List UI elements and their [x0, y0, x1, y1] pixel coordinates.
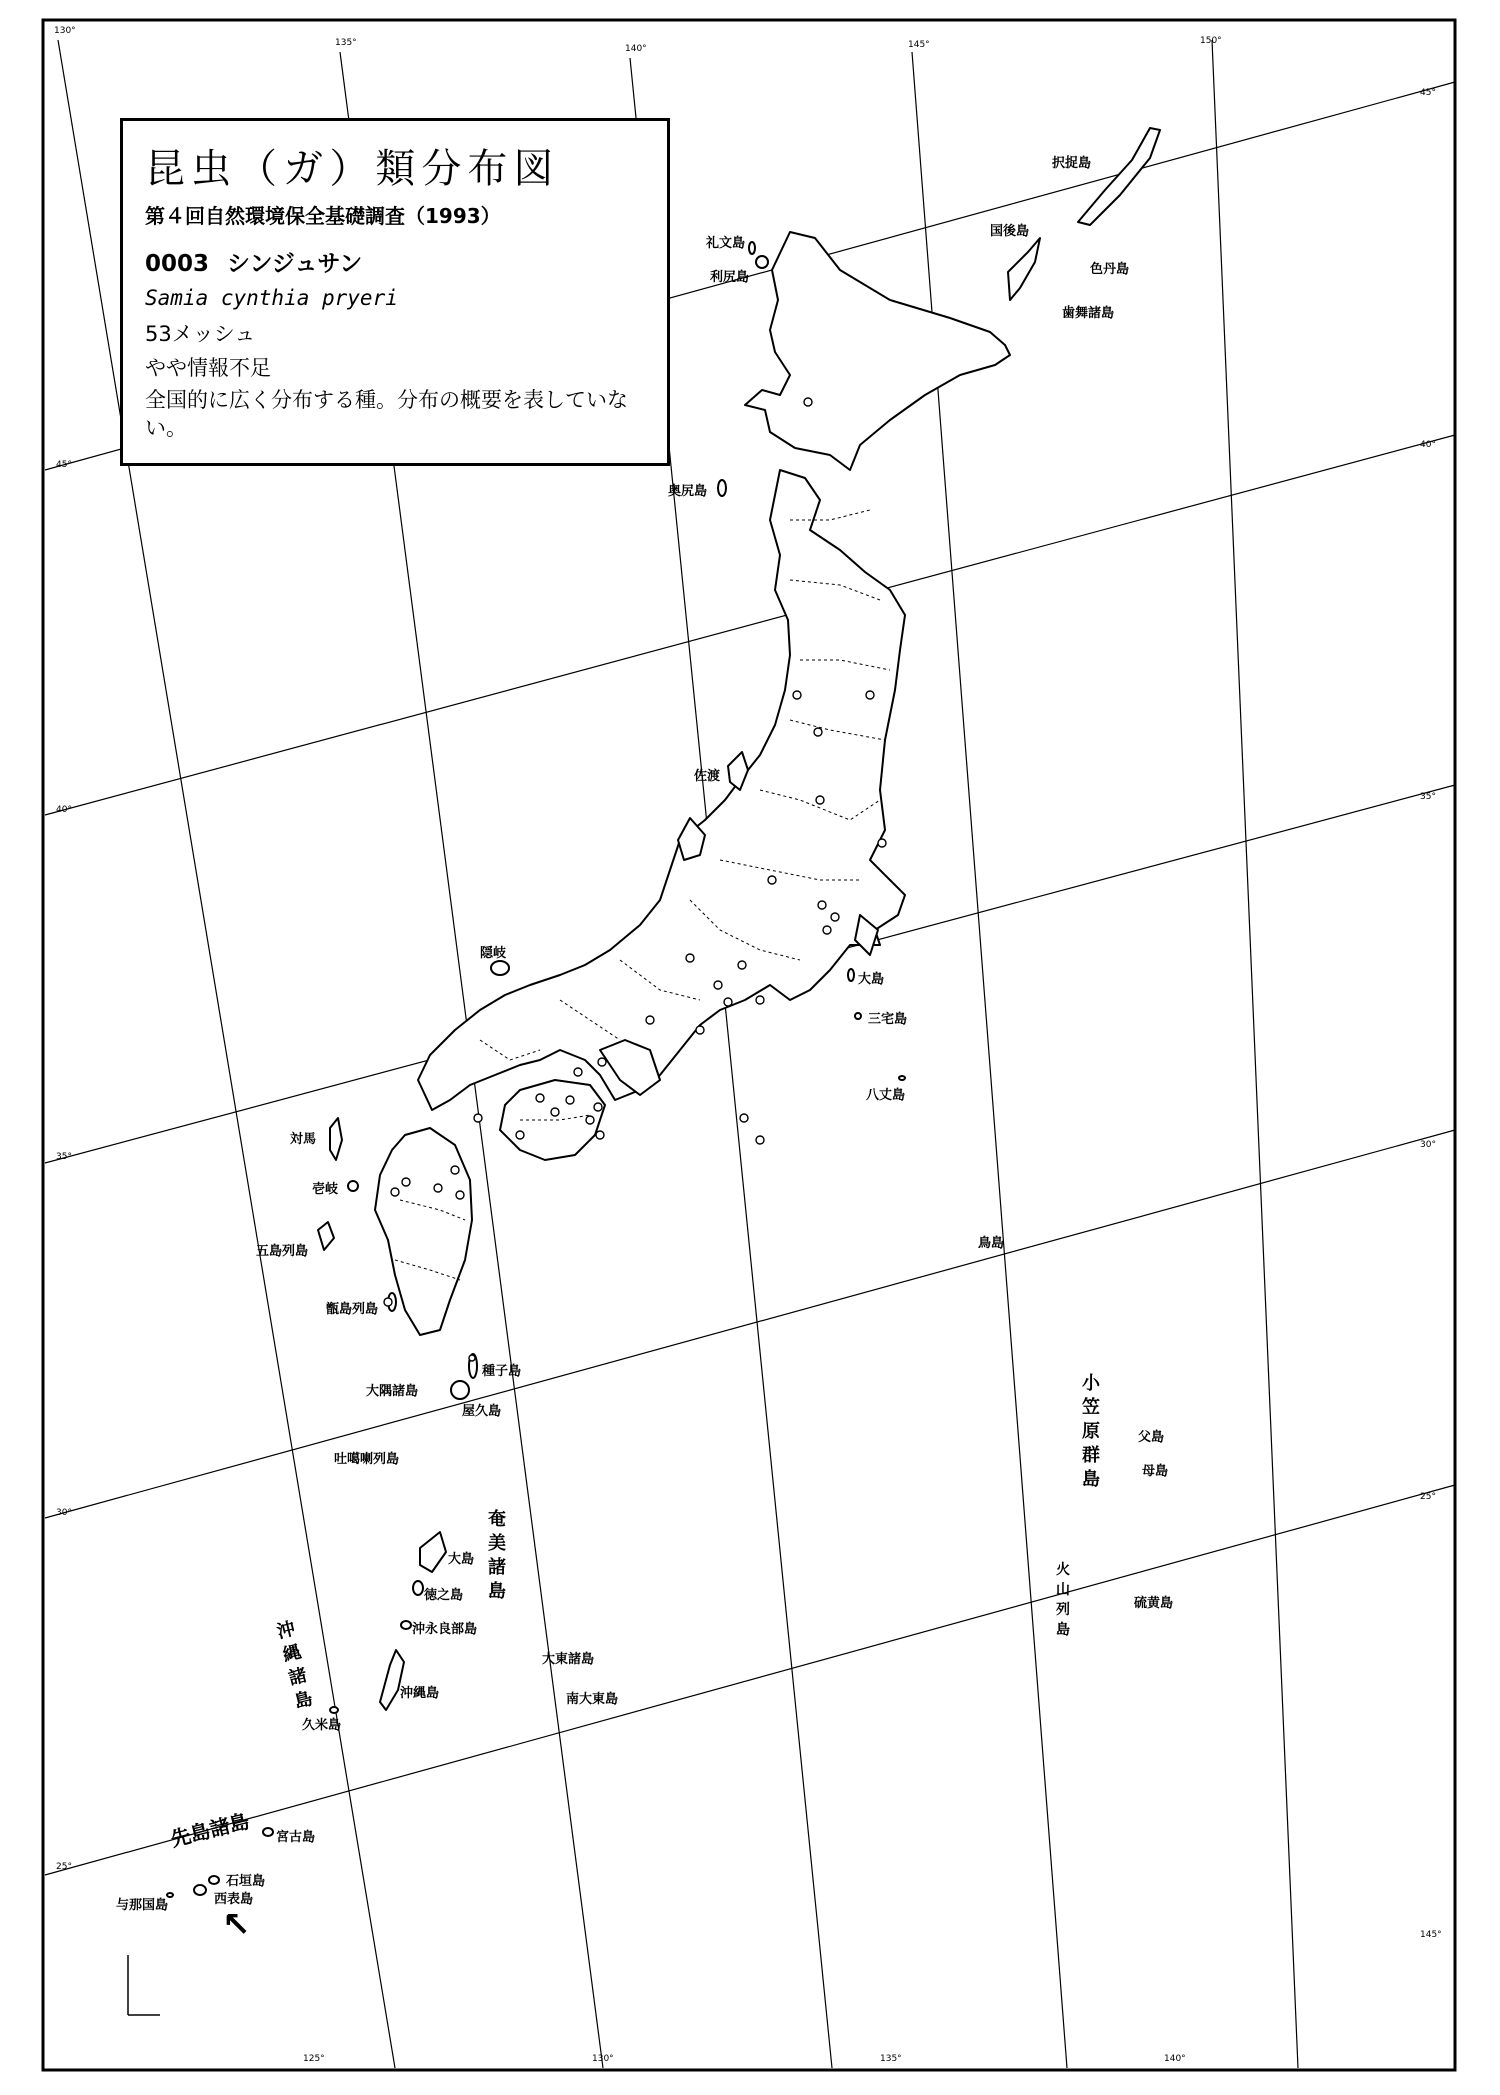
scale-mark	[128, 1955, 160, 2015]
occurrence-marker	[816, 796, 824, 804]
coord-label: 135°	[335, 38, 357, 48]
legend-title: 昆虫（ガ）類分布図	[145, 146, 560, 192]
legend-box	[120, 118, 670, 466]
label-tanegashima: 種子島	[482, 1364, 522, 1379]
miyake-island	[855, 1013, 861, 1019]
occurrence-marker	[724, 998, 732, 1006]
occurrence-marker	[469, 1355, 475, 1361]
label-okinoerabu: 沖永良部島	[412, 1622, 478, 1637]
legend-note: 全国的に広く分布する種。分布の概要を表していない。	[145, 388, 628, 440]
occurrence-marker	[574, 1068, 582, 1076]
label-chichijima: 父島	[1138, 1430, 1165, 1445]
okinawa-island	[380, 1650, 404, 1710]
occurrence-marker	[551, 1108, 559, 1116]
occurrence-marker	[793, 691, 801, 699]
parallel-line	[45, 435, 1455, 815]
label-hahajima: 母島	[1142, 1464, 1169, 1479]
occurrence-marker	[866, 691, 874, 699]
label-koshiki: 甑島列島	[326, 1302, 379, 1317]
label-tokara: 吐噶喇列島	[334, 1452, 400, 1467]
label-miyake: 三宅島	[868, 1012, 908, 1027]
label-iki: 壱岐	[312, 1182, 339, 1197]
label-amami-oshima: 大島	[448, 1552, 475, 1567]
species-heading	[145, 245, 645, 278]
occurrence-marker	[474, 1114, 482, 1122]
label-okinawa-shoto: 沖縄諸島	[274, 1618, 315, 1713]
label-habomai: 歯舞諸島	[1062, 306, 1115, 321]
meridian-line	[1212, 40, 1298, 2068]
occurrence-marker	[804, 398, 812, 406]
coord-label: 35°	[56, 1152, 72, 1162]
coord-label: 45°	[56, 460, 72, 470]
occurrence-marker	[696, 1026, 704, 1034]
tokunoshima-island	[413, 1581, 423, 1595]
label-oki: 隠岐	[480, 946, 507, 961]
label-tsushima: 対馬	[290, 1132, 317, 1147]
label-osumi: 大隅諸島	[366, 1384, 419, 1399]
label-iwojima: 硫黄島	[1134, 1596, 1174, 1611]
label-rebun: 礼文島	[706, 236, 746, 251]
label-rishiri: 利尻島	[710, 270, 750, 285]
coord-label: 135°	[880, 2054, 902, 2064]
scientific-name: Samia cynthia pryeri	[145, 286, 398, 310]
parallel-line	[45, 1130, 1455, 1518]
occurrence-marker	[714, 981, 722, 989]
yakushima-island	[451, 1381, 469, 1399]
occurrence-marker	[434, 1184, 442, 1192]
occurrence-marker	[740, 1114, 748, 1122]
honshu-island	[418, 470, 908, 1110]
label-kume: 久米島	[302, 1718, 342, 1733]
occurrence-marker	[756, 1136, 764, 1144]
occurrence-marker	[738, 961, 746, 969]
occurrence-marker	[768, 876, 776, 884]
occurrence-marker	[756, 996, 764, 1004]
occurrence-marker	[818, 901, 826, 909]
coord-label: 130°	[54, 26, 76, 36]
occurrence-marker	[384, 1298, 392, 1306]
coord-label: 25°	[1420, 1492, 1436, 1502]
hokkaido-island	[745, 232, 1010, 470]
goto-islands	[318, 1222, 334, 1250]
species-name: シンジュサン	[227, 251, 363, 277]
data-status: やや情報不足	[145, 356, 271, 380]
label-etorofu: 択捉島	[1052, 156, 1092, 171]
label-izu-oshima: 大島	[858, 972, 885, 987]
amami-oshima-island	[420, 1532, 446, 1572]
ishigaki-island	[209, 1876, 219, 1884]
occurrence-marker	[646, 1016, 654, 1024]
occurrence-marker	[596, 1131, 604, 1139]
occurrence-marker	[823, 926, 831, 934]
label-torishima: 鳥島	[978, 1236, 1005, 1251]
kume-island	[330, 1707, 338, 1713]
oki-island	[491, 961, 509, 975]
coord-label: 125°	[303, 2054, 325, 2064]
label-yonaguni: 与那国島	[116, 1898, 169, 1913]
coord-label: 130°	[592, 2054, 614, 2064]
label-sado: 佐渡	[694, 769, 721, 784]
occurrence-marker	[831, 913, 839, 921]
occurrence-marker	[598, 1058, 606, 1066]
iki-island	[348, 1181, 358, 1191]
label-ogasawara: 小笠原群島	[1082, 1373, 1100, 1490]
label-ishigaki: 石垣島	[226, 1874, 266, 1889]
coord-label: 145°	[908, 40, 930, 50]
label-yakushima: 屋久島	[462, 1404, 502, 1419]
coord-label: 40°	[56, 805, 72, 815]
species-code: 0003	[145, 251, 210, 277]
occurrence-marker	[686, 954, 694, 962]
label-sakishima: 先島諸島	[168, 1808, 252, 1852]
mesh-count: 53メッシュ	[145, 322, 256, 346]
tsushima-island	[330, 1118, 342, 1160]
label-okinawa: 沖縄島	[400, 1686, 440, 1701]
iriomote-island	[194, 1885, 206, 1895]
coord-label: 35°	[1420, 792, 1436, 802]
label-kazan-retto: 火山列島	[1056, 1562, 1070, 1638]
occurrence-marker	[451, 1166, 459, 1174]
label-minamidaito: 南大東島	[566, 1692, 619, 1707]
okushiri-island	[718, 480, 726, 496]
occurrence-marker	[814, 728, 822, 736]
label-hachijo: 八丈島	[866, 1088, 906, 1103]
coord-label: 30°	[56, 1508, 72, 1518]
miyako-island	[263, 1828, 273, 1836]
hachijo-island	[899, 1076, 905, 1080]
occurrence-marker	[536, 1094, 544, 1102]
rebun-island	[749, 242, 755, 254]
label-shikotan: 色丹島	[1090, 262, 1130, 277]
occurrence-marker	[516, 1131, 524, 1139]
label-kunashiri: 国後島	[990, 224, 1030, 239]
occurrence-marker	[878, 839, 886, 847]
occurrence-marker	[391, 1188, 399, 1196]
label-amami-shoto: 奄美諸島	[488, 1509, 506, 1602]
etorofu-island	[1078, 128, 1160, 225]
occurrence-marker	[594, 1103, 602, 1111]
coord-label: 150°	[1200, 36, 1222, 46]
coord-label: 25°	[56, 1862, 72, 1872]
label-tokunoshima: 徳之島	[424, 1588, 464, 1603]
rishiri-island	[756, 256, 768, 268]
coord-label: 140°	[625, 44, 647, 54]
label-goto: 五島列島	[256, 1244, 309, 1259]
survey-name: 第４回自然環境保全基礎調査（1993）	[145, 204, 501, 228]
coord-label: 140°	[1164, 2054, 1186, 2064]
coord-label: 30°	[1420, 1140, 1436, 1150]
coord-label: 45°	[1420, 88, 1436, 98]
coord-label: 145°	[1420, 1930, 1442, 1940]
izu-oshima-island	[848, 969, 854, 981]
label-miyako: 宮古島	[276, 1830, 316, 1845]
occurrence-marker	[566, 1096, 574, 1104]
label-daito: 大東諸島	[542, 1652, 595, 1667]
kunashiri-island	[1008, 238, 1040, 300]
occurrence-marker	[456, 1191, 464, 1199]
occurrence-marker	[586, 1116, 594, 1124]
coord-label: 40°	[1420, 440, 1436, 450]
label-iriomote: 西表島	[214, 1892, 254, 1907]
locator-arrow-icon: ↖	[222, 1905, 251, 1945]
okinoerabu-island	[401, 1621, 411, 1629]
occurrence-marker	[402, 1178, 410, 1186]
label-okushiri: 奥尻島	[668, 484, 708, 499]
